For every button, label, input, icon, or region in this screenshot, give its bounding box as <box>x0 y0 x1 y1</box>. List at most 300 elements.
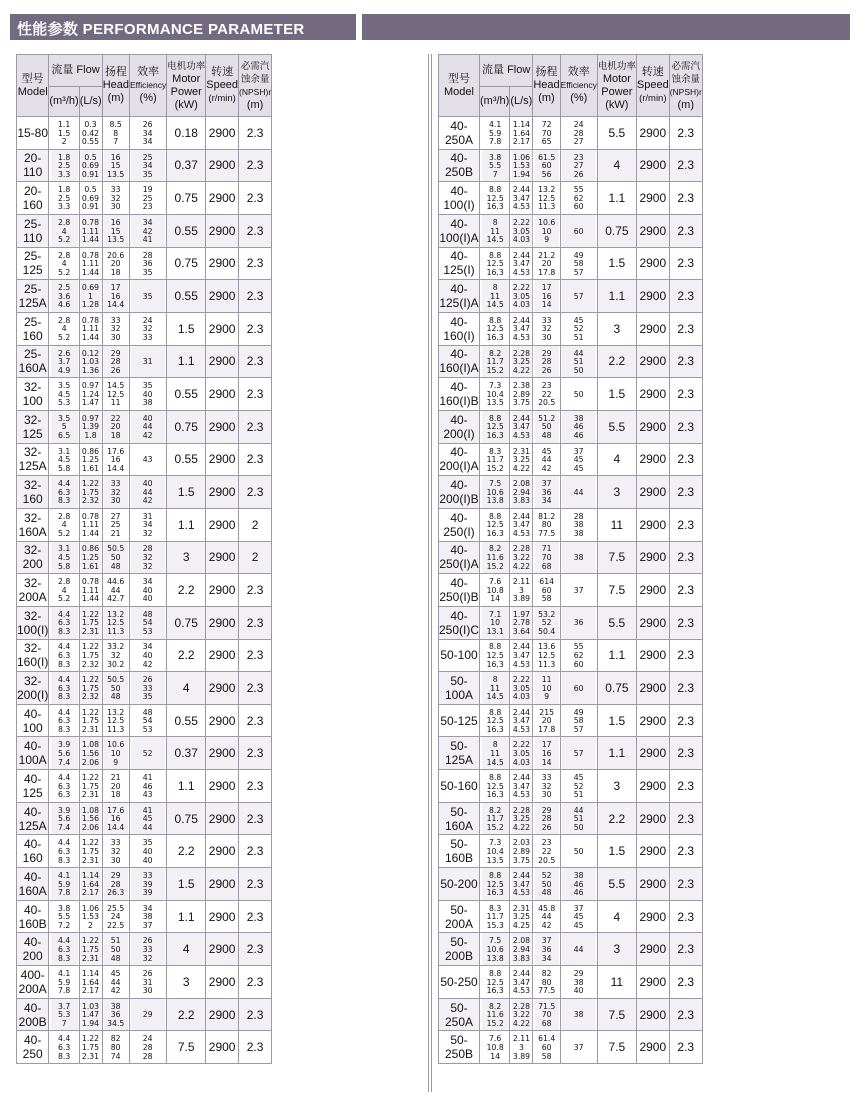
cell-flow-ls <box>80 508 102 541</box>
cell-value: 5.2 <box>57 266 71 277</box>
cell-value: 26 <box>541 821 552 832</box>
cell-value: 1.75 <box>82 943 100 954</box>
table-row <box>17 1031 272 1064</box>
cell-value: 2.44 <box>512 706 530 717</box>
cell-value: 1.44 <box>82 332 100 343</box>
cell-value: 52 <box>573 323 584 334</box>
cell-value: 0.42 <box>82 127 100 138</box>
cell-power: 4 <box>167 933 206 966</box>
cell-value: 60 <box>541 160 552 171</box>
cell-head <box>103 149 129 182</box>
cell-value: 5.9 <box>57 976 71 987</box>
cell-flow-ls <box>511 672 533 705</box>
cell-value: 24 <box>573 118 584 129</box>
header-model-en: Model <box>17 85 48 98</box>
cell-value: 16 <box>110 151 121 162</box>
cell-value: 46 <box>143 780 153 791</box>
cell-speed: 2900 <box>206 117 239 150</box>
cell-value: 12.5 <box>486 650 504 661</box>
cell-value: 15 <box>110 160 121 171</box>
cell-model: 32-200 <box>17 541 49 574</box>
cell-flow-m3h <box>480 770 509 803</box>
cell-flow-ls <box>80 541 102 574</box>
cell-value: 33 <box>110 184 121 195</box>
cell-value: 38 <box>573 528 584 538</box>
cell-value: 4.53 <box>512 201 530 212</box>
cell-value: 33.2 <box>107 641 125 652</box>
cell-eff <box>561 410 596 443</box>
cell-flow-m3h <box>480 541 509 574</box>
cell-value: 5.5 <box>488 160 501 171</box>
cell-eff <box>561 835 596 868</box>
cell-value: 3.25 <box>512 454 530 465</box>
cell-flow-ls <box>80 214 102 247</box>
cell-value: 7.8 <box>488 136 501 147</box>
cell-power: 3 <box>597 770 636 803</box>
header-model <box>17 55 49 117</box>
cell-npsh: 2.3 <box>669 933 702 966</box>
cell-flow-m3h <box>480 280 509 313</box>
cell-value: 53 <box>143 723 153 734</box>
cell-npsh: 2.3 <box>239 378 272 411</box>
cell-npsh: 2.3 <box>239 900 272 933</box>
cell-value: 2.44 <box>512 510 530 521</box>
header-head <box>533 55 560 117</box>
cell-value: 4.4 <box>57 478 71 489</box>
cell-eff <box>131 117 166 150</box>
cell-speed: 2900 <box>206 737 239 770</box>
cell-value: 44 <box>143 421 153 432</box>
cell-eff <box>131 476 166 509</box>
cell-value: 12.5 <box>486 976 504 987</box>
cell-power: 1.1 <box>167 345 206 378</box>
cell-value: 17.8 <box>537 266 556 277</box>
cell-power: 2.2 <box>167 835 206 868</box>
cell-eff <box>561 312 596 345</box>
cell-value: 10 <box>541 225 552 236</box>
cell-flow-ls <box>80 574 102 607</box>
header-power-en1: Motor <box>172 72 201 85</box>
cell-value: 1.64 <box>82 878 100 889</box>
cell-value: 1.08 <box>82 739 100 750</box>
cell-eff <box>131 214 166 247</box>
cell-eff <box>561 247 596 280</box>
cell-value: 4.4 <box>57 772 71 783</box>
cell-value: 51 <box>573 356 584 367</box>
cell-value: 1.22 <box>82 935 100 946</box>
cell-power: 0.55 <box>167 704 206 737</box>
cell-flow-ls <box>511 312 533 345</box>
table-row <box>439 378 703 411</box>
cell-value: 55 <box>573 641 584 652</box>
cell-flow-m3h <box>50 868 79 901</box>
cell-value: 1.22 <box>82 674 100 685</box>
cell-power: 1.1 <box>597 182 636 215</box>
cell-value: 33 <box>110 837 121 848</box>
cell-value: 60 <box>573 658 584 669</box>
cell-value: 50 <box>110 682 121 693</box>
cell-value: 3.05 <box>512 290 530 301</box>
cell-eff <box>561 182 596 215</box>
header-speed-cn: 转速 <box>641 66 664 78</box>
cell-model: 40-160(I) <box>439 312 480 345</box>
cell-value: 28 <box>541 356 552 367</box>
cell-value: 15.2 <box>486 821 504 832</box>
table-row <box>17 998 272 1031</box>
cell-model: 50-100A <box>439 672 480 705</box>
cell-value: 70 <box>541 127 552 138</box>
cell-value: 0.78 <box>82 216 100 227</box>
cell-value: 1.08 <box>82 804 100 815</box>
cell-value: 0.5 <box>84 184 97 195</box>
cell-flow-ls <box>80 378 102 411</box>
cell-head <box>534 868 560 901</box>
cell-value: 37 <box>573 902 584 913</box>
cell-value: 72 <box>541 118 552 129</box>
header-power-cn: 电机功率 <box>167 60 206 72</box>
cell-value: 1.56 <box>82 748 100 758</box>
cell-value: 2 <box>61 136 67 147</box>
cell-flow-m3h <box>50 933 79 966</box>
header-head <box>102 55 129 117</box>
cell-flow-m3h <box>480 476 509 509</box>
cell-value: 45 <box>573 462 584 473</box>
cell-value: 29 <box>110 347 121 358</box>
cell-flow-m3h <box>50 966 79 999</box>
cell-flow-ls <box>511 704 533 737</box>
header-power-en2: Power <box>601 85 633 98</box>
cell-model: 40-160 <box>17 835 49 868</box>
cell-power: 0.75 <box>597 672 636 705</box>
cell-value: 8.8 <box>488 412 501 423</box>
cell-value: 2.5 <box>57 282 71 293</box>
cell-value: 15.2 <box>486 462 504 473</box>
cell-power: 1.1 <box>167 770 206 803</box>
cell-model: 50-250A <box>439 998 480 1031</box>
header-speed <box>636 55 669 117</box>
cell-npsh: 2 <box>239 541 272 574</box>
cell-speed: 2900 <box>636 606 669 639</box>
cell-value: 12.5 <box>107 715 125 726</box>
cell-value: 10.6 <box>486 486 504 497</box>
cell-value: 13.5 <box>107 234 125 245</box>
cell-model: 20-160 <box>17 182 49 215</box>
cell-value: 3.05 <box>512 748 530 758</box>
table-row <box>439 410 703 443</box>
cell-value: 32 <box>143 323 153 334</box>
cell-model: 25-160 <box>17 312 49 345</box>
cell-value: 51.2 <box>537 412 556 423</box>
cell-value: 54 <box>143 715 153 726</box>
cell-model: 25-110 <box>17 214 49 247</box>
cell-value: 15.3 <box>486 919 504 930</box>
table-row <box>17 737 272 770</box>
cell-power: 7.5 <box>167 1031 206 1064</box>
cell-eff <box>131 737 166 770</box>
cell-flow-ls <box>80 182 102 215</box>
cell-speed: 2900 <box>206 639 239 672</box>
cell-value: 3.8 <box>488 151 501 162</box>
cell-value: 2.38 <box>512 380 530 391</box>
table-row <box>439 508 703 541</box>
cell-speed: 2900 <box>636 214 669 247</box>
cell-head <box>534 672 560 705</box>
cell-flow-m3h <box>50 737 79 770</box>
cell-model: 25-125A <box>17 280 49 313</box>
cell-value: 5.8 <box>57 462 71 473</box>
cell-value: 1.11 <box>82 225 100 236</box>
cell-value: 48 <box>143 706 153 717</box>
cell-value: 20 <box>110 421 121 432</box>
cell-value: 11 <box>489 682 500 693</box>
cell-value: 3.89 <box>512 1050 530 1061</box>
cell-head <box>103 410 129 443</box>
cell-value: 1.03 <box>82 356 100 367</box>
cell-value: 2.5 <box>57 160 71 171</box>
header-speed-cn: 转速 <box>211 66 234 78</box>
cell-flow-ls <box>80 149 102 182</box>
cell-value: 215 <box>539 706 554 717</box>
cell-value: 28 <box>573 510 584 521</box>
header-model-cn: 型号 <box>21 72 44 85</box>
cell-speed: 2900 <box>206 149 239 182</box>
cell-npsh: 2.3 <box>669 639 702 672</box>
cell-eff <box>561 966 596 999</box>
cell-flow-ls <box>80 247 102 280</box>
cell-value: 20 <box>110 258 121 269</box>
cell-power: 2.2 <box>167 998 206 1031</box>
cell-flow-m3h <box>480 868 509 901</box>
cell-flow-ls <box>511 770 533 803</box>
cell-value: 28 <box>110 878 121 889</box>
cell-value: 40 <box>143 650 153 661</box>
cell-value: 60 <box>573 201 584 212</box>
cell-value: 42.7 <box>107 593 125 604</box>
cell-value: 26 <box>110 364 121 375</box>
cell-npsh: 2.3 <box>669 574 702 607</box>
cell-model: 50-160B <box>439 835 480 868</box>
cell-value: 1.14 <box>512 118 530 129</box>
cell-value: 14.4 <box>107 462 125 473</box>
cell-value: 8.2 <box>488 804 501 815</box>
cell-head <box>103 966 129 999</box>
cell-value: 4.25 <box>512 919 530 930</box>
table-row <box>439 770 703 803</box>
cell-value: 82 <box>110 1033 121 1044</box>
cell-value: 22 <box>541 388 552 399</box>
cell-flow-ls <box>511 802 533 835</box>
cell-value: 29 <box>573 968 584 978</box>
cell-value: 2.44 <box>512 249 530 260</box>
cell-value: 2.5 <box>57 192 71 203</box>
cell-value: 0.86 <box>82 543 100 554</box>
cell-value: 7.6 <box>488 1033 501 1044</box>
cell-value: 1.03 <box>82 1000 100 1011</box>
cell-flow-m3h <box>480 606 509 639</box>
header-npsh <box>239 55 272 117</box>
cell-npsh: 2.3 <box>669 998 702 1031</box>
cell-value: 58 <box>573 258 584 269</box>
cell-npsh: 2 <box>239 508 272 541</box>
cell-value: 38 <box>573 552 584 563</box>
cell-value: 34 <box>143 136 153 147</box>
cell-model: 50-100 <box>439 639 480 672</box>
cell-speed: 2900 <box>636 770 669 803</box>
cell-value: 4.1 <box>488 118 501 129</box>
cell-value: 50 <box>541 421 552 432</box>
cell-value: 31 <box>143 976 153 987</box>
cell-power: 1.5 <box>167 868 206 901</box>
cell-value: 12.5 <box>486 780 504 791</box>
cell-flow-ls <box>80 933 102 966</box>
header-head-en: Head <box>533 79 560 91</box>
cell-value: 56 <box>541 168 552 179</box>
cell-value: 2.17 <box>82 887 100 898</box>
cell-value: 2.31 <box>512 902 530 913</box>
cell-flow-ls <box>80 704 102 737</box>
cell-value: 44 <box>110 584 121 595</box>
cell-power: 1.1 <box>167 900 206 933</box>
cell-value: 0.91 <box>82 201 100 212</box>
cell-flow-ls <box>511 835 533 868</box>
cell-value: 4.4 <box>57 641 71 652</box>
cell-value: 68 <box>541 560 552 571</box>
cell-flow-m3h <box>480 214 509 247</box>
cell-npsh: 2.3 <box>669 247 702 280</box>
cell-value: 1.25 <box>82 454 100 465</box>
cell-value: 53.2 <box>537 608 556 619</box>
cell-value: 45 <box>573 772 584 783</box>
cell-value: 37 <box>573 1041 584 1052</box>
cell-npsh: 2.3 <box>239 704 272 737</box>
cell-value: 23 <box>541 380 552 391</box>
cell-value: 20 <box>541 258 552 269</box>
cell-value: 71.5 <box>537 1000 556 1011</box>
cell-npsh: 2.3 <box>669 802 702 835</box>
cell-value: 16.3 <box>486 528 504 538</box>
cell-value: 2.44 <box>512 772 530 783</box>
cell-flow-ls <box>511 117 533 150</box>
cell-value: 8.3 <box>488 902 501 913</box>
cell-value: 5.3 <box>57 397 71 408</box>
cell-value: 40 <box>143 593 153 604</box>
cell-eff <box>561 476 596 509</box>
cell-flow-ls <box>511 476 533 509</box>
cell-value: 37 <box>573 445 584 456</box>
cell-flow-ls <box>80 312 102 345</box>
cell-npsh: 2.3 <box>239 737 272 770</box>
table-row <box>17 410 272 443</box>
cell-power: 5.5 <box>597 117 636 150</box>
cell-value: 1.94 <box>82 1017 100 1028</box>
cell-head <box>534 835 560 868</box>
cell-value: 37 <box>541 935 552 946</box>
cell-value: 3.25 <box>512 911 530 922</box>
table-row <box>439 312 703 345</box>
cell-flow-m3h <box>50 247 79 280</box>
cell-value: 30 <box>110 854 121 865</box>
cell-flow-m3h <box>50 900 79 933</box>
table-row <box>439 966 703 999</box>
cell-value: 3.47 <box>512 421 530 432</box>
cell-flow-ls <box>80 606 102 639</box>
cell-value: 48 <box>110 560 121 571</box>
cell-power: 0.55 <box>167 280 206 313</box>
table-row <box>439 541 703 574</box>
table-row <box>439 476 703 509</box>
cell-speed: 2900 <box>636 704 669 737</box>
cell-model: 40-200(I) <box>439 410 480 443</box>
cell-value: 15.2 <box>486 1017 504 1028</box>
header-model <box>439 55 480 117</box>
cell-speed: 2900 <box>636 933 669 966</box>
cell-power: 5.5 <box>597 868 636 901</box>
table-row <box>439 117 703 150</box>
cell-flow-ls <box>511 443 533 476</box>
cell-power: 2.2 <box>167 574 206 607</box>
cell-model: 40-200(I)A <box>439 443 480 476</box>
cell-value: 20 <box>541 715 552 726</box>
cell-value: 4.1 <box>57 870 71 881</box>
cell-flow-m3h <box>50 214 79 247</box>
cell-power: 4 <box>167 672 206 705</box>
cell-npsh: 2.3 <box>669 966 702 999</box>
cell-value: 37 <box>541 478 552 489</box>
cell-value: 44 <box>573 486 584 497</box>
cell-speed: 2900 <box>636 410 669 443</box>
cell-value: 16.3 <box>486 789 504 800</box>
cell-flow-m3h <box>480 149 509 182</box>
cell-power: 3 <box>597 933 636 966</box>
cell-flow-ls <box>511 541 533 574</box>
table-row <box>439 802 703 835</box>
cell-head <box>103 280 129 313</box>
cell-eff <box>131 704 166 737</box>
cell-model: 15-80 <box>17 117 49 150</box>
cell-power: 0.75 <box>167 606 206 639</box>
cell-eff <box>561 1031 596 1064</box>
cell-power: 2.2 <box>597 802 636 835</box>
table-row <box>17 345 272 378</box>
cell-flow-m3h <box>480 410 509 443</box>
cell-value: 42 <box>143 430 153 441</box>
header-efficiency <box>560 55 597 117</box>
cell-value: 28 <box>573 127 584 138</box>
cell-value: 14.5 <box>107 380 125 391</box>
cell-head <box>534 508 560 541</box>
cell-value: 2.28 <box>512 347 530 358</box>
cell-npsh: 2.3 <box>669 737 702 770</box>
cell-value: 14.5 <box>486 299 504 310</box>
cell-value: 7.8 <box>57 887 71 898</box>
cell-value: 11 <box>489 748 500 758</box>
cell-value: 1.61 <box>82 560 100 571</box>
cell-power: 0.75 <box>167 410 206 443</box>
cell-value: 2.8 <box>57 249 71 260</box>
cell-value: 52 <box>541 870 552 881</box>
cell-value: 1.11 <box>82 584 100 595</box>
cell-head <box>103 900 129 933</box>
cell-npsh: 2.3 <box>239 410 272 443</box>
cell-value: 4.03 <box>512 756 530 767</box>
cell-eff <box>561 606 596 639</box>
cell-value: 2.08 <box>512 478 530 489</box>
cell-value: 52 <box>143 748 153 758</box>
cell-value: 4.53 <box>512 658 530 669</box>
cell-value: 12.5 <box>486 878 504 889</box>
cell-head <box>534 704 560 737</box>
cell-power: 0.75 <box>167 802 206 835</box>
